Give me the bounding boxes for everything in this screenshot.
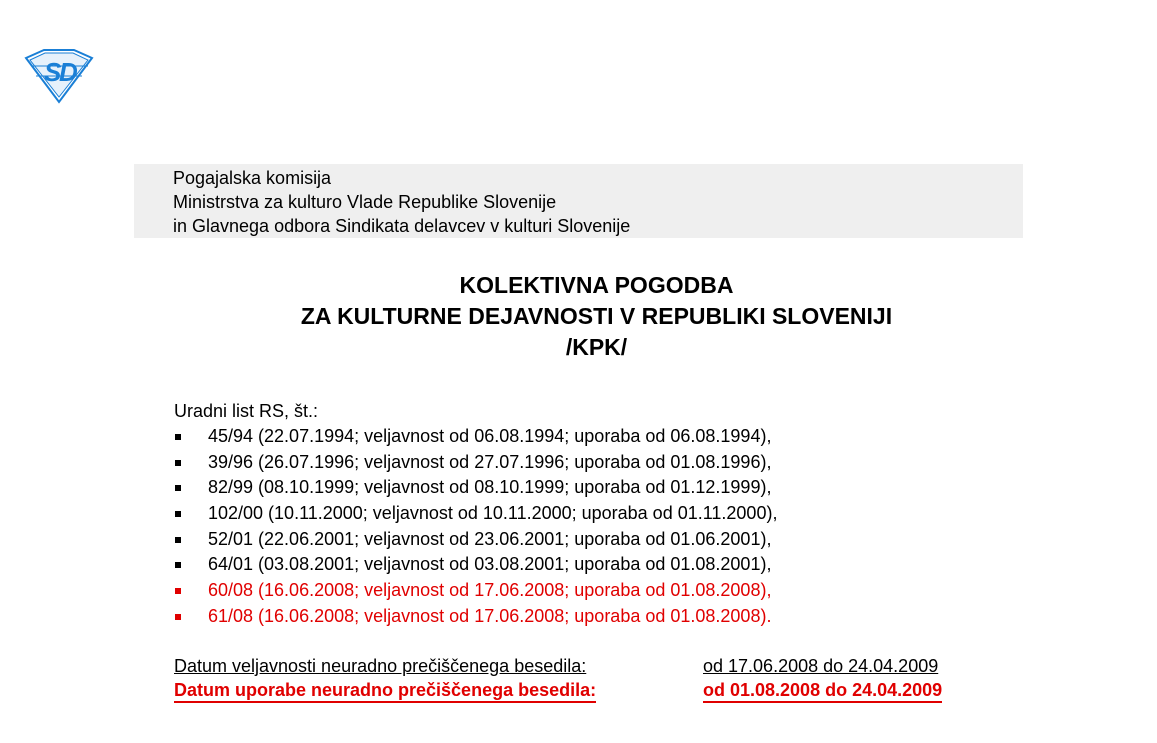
bullet-icon — [175, 562, 181, 568]
header-line: Ministrstva za kulturo Vlade Republike Slovenije — [173, 192, 557, 212]
gazette-entry: 39/96 (26.07.1996; veljavnost od 27.07.1996; uporaba od 01.08.1996), — [208, 451, 772, 472]
svg-text:D: D — [59, 57, 78, 87]
bullet-icon — [175, 485, 181, 491]
bullet-icon — [175, 614, 181, 620]
gazette-entry: 102/00 (10.11.2000; veljavnost od 10.11.2000; uporaba od 01.11.2000), — [208, 503, 778, 524]
gazette-entry: 61/08 (16.06.2008; veljavnost od 17.06.2008; uporaba od 01.08.2008). — [208, 605, 772, 626]
union-logo-icon — [22, 48, 96, 104]
gazette-entry: 82/99 (08.10.1999; veljavnost od 08.10.1999; uporaba od 01.12.1999), — [208, 477, 772, 498]
bullet-icon — [175, 511, 181, 517]
gazette-entry: 45/94 (22.07.1994; veljavnost od 06.08.1994; uporaba od 06.08.1994), — [208, 426, 772, 446]
validity-value: od 17.06.2008 do 24.04.2009 — [703, 656, 939, 676]
validity-label: Datum veljavnosti neuradno prečiščenega besedila: — [174, 656, 587, 676]
gazette-entry: 64/01 (03.08.2001; veljavnost od 03.08.2001; uporaba od 01.08.2001), — [208, 554, 772, 575]
gazette-label: Uradni list RS, št.: — [174, 401, 319, 421]
bullet-icon — [175, 460, 181, 466]
header-line: in Glavnega odbora Sindikata delavcev v kulturi Slovenije — [173, 216, 631, 236]
svg-text:S: S — [44, 57, 62, 87]
bullet-icon — [175, 537, 181, 543]
gazette-entry: 60/08 (16.06.2008; veljavnost od 17.06.2008; uporaba od 01.08.2008), — [208, 580, 772, 601]
application-label: Datum uporabe neuradno prečiščenega besedila: — [174, 679, 596, 703]
document-subtitle: ZA KULTURNE DEJAVNOSTI V REPUBLIKI SLOVENIJI — [300, 303, 893, 329]
document-title: KOLEKTIVNA POGODBA — [459, 272, 734, 298]
bullet-icon — [175, 434, 181, 440]
gazette-entry: 52/01 (22.06.2001; veljavnost od 23.06.2001; uporaba od 01.06.2001), — [208, 528, 772, 549]
header-line: Pogajalska komisija — [173, 168, 332, 188]
bullet-icon — [175, 588, 181, 594]
document-abbreviation: /KPK/ — [565, 334, 628, 360]
application-value: od 01.08.2008 do 24.04.2009 — [703, 679, 942, 703]
header-box — [134, 164, 1023, 238]
